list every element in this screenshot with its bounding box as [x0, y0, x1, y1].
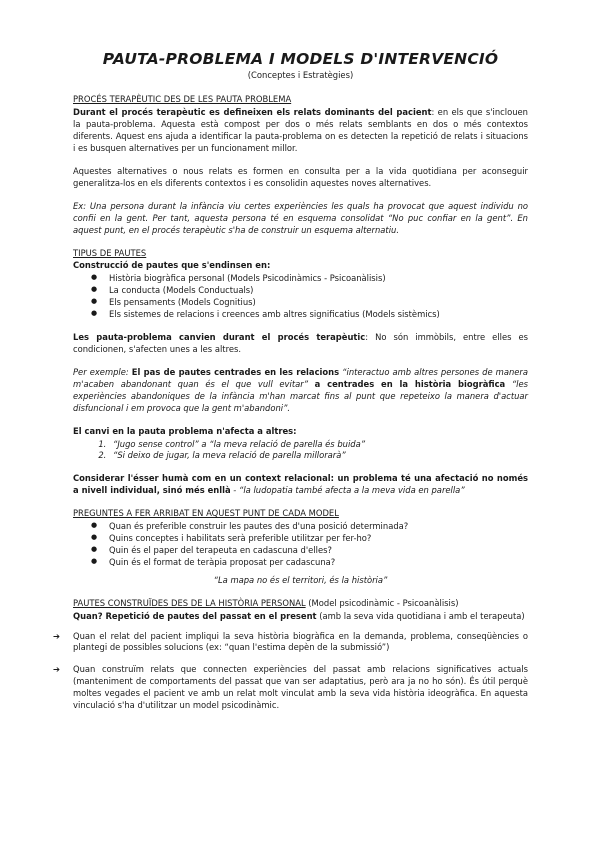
affects-list: [73, 439, 528, 463]
bold-phrase: Considerar l'ésser humà com en un context relacional: un problema té una afectació no només a nivell individual, sinó més enllà: [73, 473, 528, 496]
list-item: ● Quan és preferible construir les pautes des d'una posició determinada?: [91, 521, 528, 533]
text-span: : No són immòbils, entre elles es condicionen, s'afecten unes a les altres.: [73, 332, 528, 354]
list-item: ● Quins conceptes i habilitats serà preferible utilitzar per fer-ho?: [91, 533, 528, 545]
paragraph-example: Ex: Una persona durant la infància viu certes experiències les quals ha provocat que aquest individu no confii en la gent. Per tant, aquesta persona té en esquema consolidat “No puc confiar en la gent”. En aquest punt, en el procés terapèutic s'ha de construir un esquema alternatiu.: [73, 200, 528, 235]
italic-quote: - “la ludopatia també afecta a la meva vida en parella”: [230, 485, 465, 496]
arrow-item-text: Quan el relat del pacient impliqui la seva història biogràfica en la demanda, problema, conseqüències o plantegi de possibles solucions (ex: “quan l'estima depèn de la submissió”): [73, 630, 528, 653]
list-item: 2. “Si deixo de jugar, la meva relació de parella millorarà”: [109, 450, 528, 462]
section-heading-personal-history: PAUTES CONSTRUÏDES DES DE LA HISTÒRIA PERSONAL: [73, 597, 306, 608]
list-item: ● Quin és el paper del terapeuta en cadascuna d'elles?: [91, 545, 528, 557]
list-item: 1. “Jugo sense control” a “la meva relació de parella és buida”: [109, 439, 528, 451]
section-heading-questions: PREGUNTES A FER ARRIBAT EN AQUEST PUNT DE CADA MODEL: [73, 508, 339, 519]
arrow-icon: ➔: [53, 630, 61, 641]
paragraph-patterns-change: [73, 332, 528, 356]
paragraph-alternatives: Aquestes alternatives o nous relats es formen en consulta per a la vida quotidiana per aconseguir generalitza-los en els diferents contextos i es consolidin aquestes noves alternatives.: [73, 165, 528, 188]
pattern-types-list: [73, 273, 528, 321]
list-intro: [73, 260, 528, 272]
document-subtitle: (Conceptes i Estratègies): [247, 70, 354, 81]
paragraph-example-shift: [73, 367, 528, 415]
paragraph-dominant-narratives: [73, 107, 528, 155]
document-page: [53, 50, 529, 722]
arrow-icon: ➔: [53, 664, 61, 675]
arrow-item: [53, 630, 528, 655]
bold-phrase: a centrades en la història biogràfica: [314, 378, 506, 389]
text-span: : en els que s'inclouen la pauta-problema. Aquesta està compost per dos o més relats semblants en dos o més contextos diferents. Aquest ens ajuda a identificar la pauta-problema on es detecten la repetició de relats i situacions i es busquen alternatives per un funcionament millor.: [73, 107, 528, 153]
bold-phrase: Quan? Repetició de pautes del passat en el present: [73, 610, 317, 621]
paragraph-when: [73, 611, 528, 623]
questions-list: [73, 521, 528, 569]
arrow-item-text: Quan construïm relats que connecten experiències del passat amb relacions significatives actuals (manteniment de comportaments del passat que van ser adaptatius, però ara ja no ho són). És útil perquè moltes vegades el pacient ve amb un relat molt vinculat amb la seva vida història ideogràfica. En aquesta vinculació s'ha d'utilitzar un model psicodinàmic.: [73, 664, 528, 711]
heading-suffix: (Model psicodinàmic - Psicoanàlisis): [305, 597, 459, 608]
paragraph-relational-context: [73, 473, 528, 497]
arrow-item: [53, 664, 528, 712]
bold-phrase: Construcció de pautes que s'endinsen en:: [73, 260, 271, 271]
italic-quote: “les experiències abandoniques de la infància m'han marcat fins al punt que repeteixo la manera d'actuar disfuncional i em provoca que la gent m'abandoni”.: [73, 378, 528, 413]
bold-phrase: Durant el procés terapèutic es defineixen els relats dominants del pacient: [73, 107, 432, 118]
section-heading-therapeutic-process: PROCÉS TERAPÈUTIC DES DE LES PAUTA PROBLEMA: [73, 94, 292, 105]
bold-phrase: El pas de pautes centrades en les relacions: [131, 366, 340, 377]
map-territory-quote: “La mapa no és el territori, és la història”: [213, 574, 388, 585]
bold-phrase: Les pauta-problema canvien durant el procés terapèutic: [73, 332, 366, 343]
list-item: ● La conducta (Models Conductuals): [91, 285, 528, 297]
list-item: ● Història biogràfica personal (Models Psicodinàmics - Psicoanàlisis): [91, 273, 528, 285]
document-title: PAUTA-PROBLEMA I MODELS D'INTERVENCIÓ: [102, 50, 499, 68]
bold-phrase: El canvi en la pauta problema n'afecta a altres:: [73, 425, 297, 436]
section-heading-pattern-types: TIPUS DE PAUTES: [73, 247, 147, 258]
list-item: ● Quin és el format de teràpia proposat per cadascuna?: [91, 557, 528, 569]
text-span: (amb la seva vida quotidiana i amb el terapeuta): [316, 610, 525, 621]
list-item: ● Els pensaments (Models Cognitius): [91, 297, 528, 309]
affects-intro: [73, 426, 528, 438]
italic-quote: “interactuo amb altres persones de manera m'acaben abandonant quan és el que vull evitar”: [73, 366, 529, 389]
section-heading-personal-history-wrap: [73, 598, 528, 610]
example-lead: Per exemple:: [73, 366, 132, 377]
list-item: ● Els sistemes de relacions i creences amb altres significatius (Models sistèmics): [91, 309, 528, 321]
